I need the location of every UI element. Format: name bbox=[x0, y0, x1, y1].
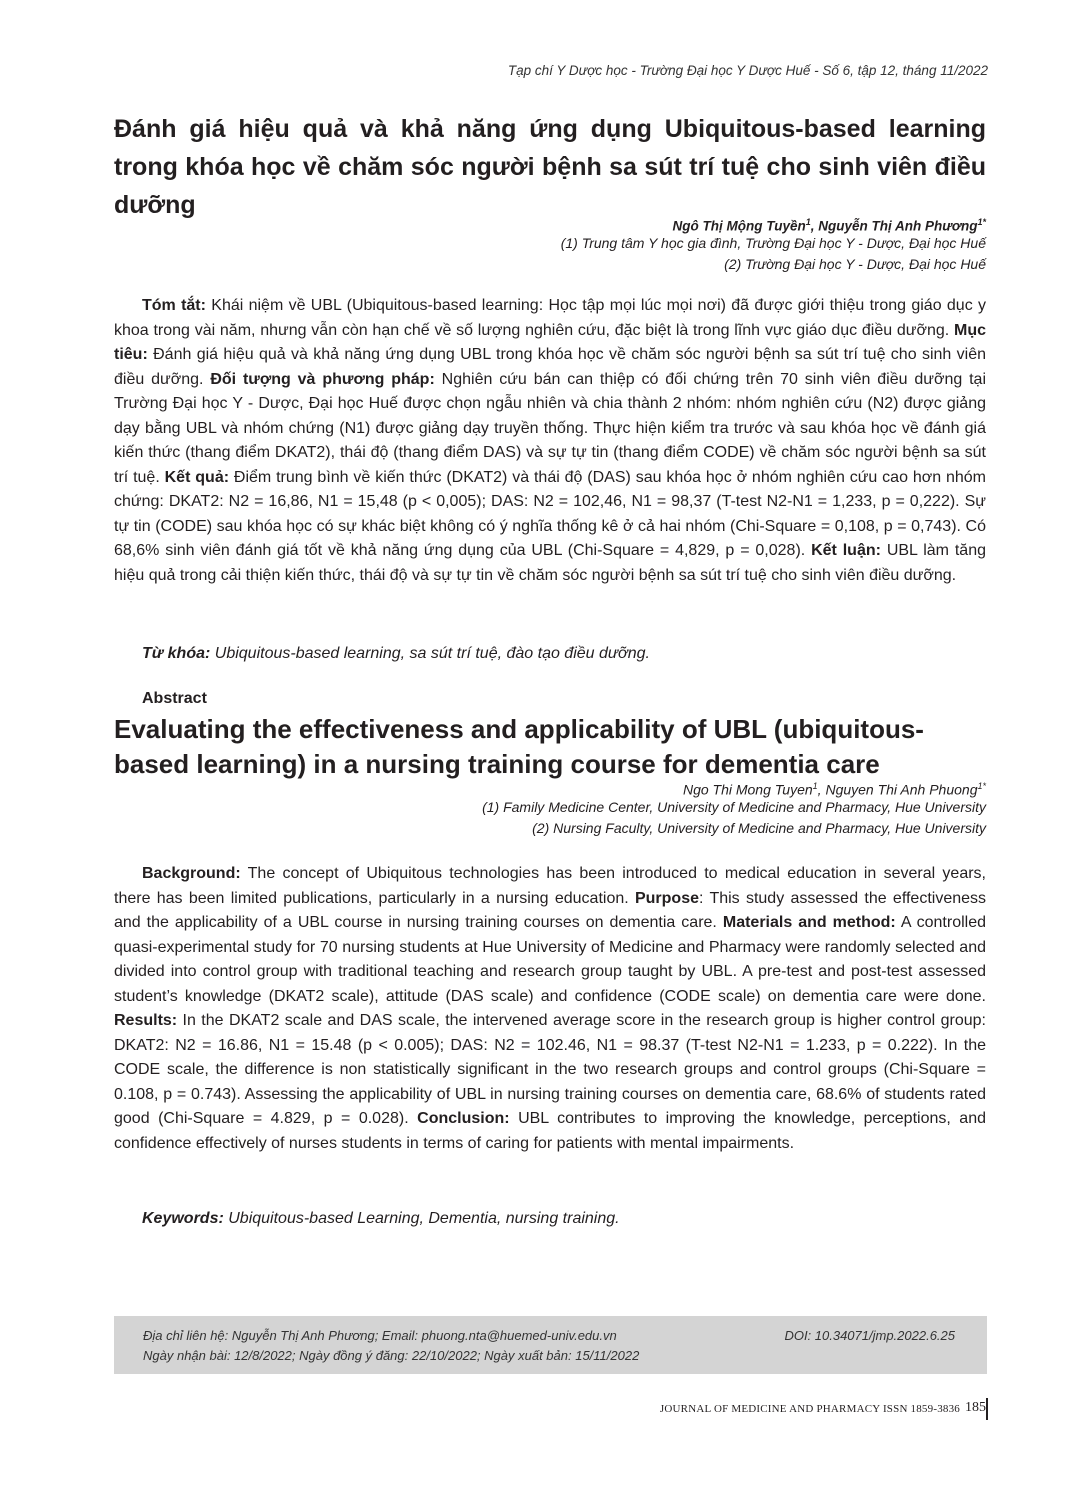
english-abstract bbox=[114, 862, 986, 1156]
keywords-text: Ubiquitous-based Learning, Dementia, nursing training. bbox=[223, 1210, 620, 1227]
objective-label: Mục tiêu: bbox=[114, 321, 986, 363]
correspondence-box bbox=[114, 1316, 987, 1374]
methods-label: Đối tượng và phương pháp: bbox=[210, 370, 435, 388]
objective-text: Đánh giá hiệu quả và khả năng ứng dụng UBL trong khóa học về chăm sóc người bệnh sa sút trí tuệ cho sinh viên điều dưỡng. bbox=[114, 346, 986, 388]
english-affiliation-2: (2) Nursing Faculty, University of Medicine and Pharmacy, Hue University bbox=[532, 820, 986, 836]
abstract-label: Tóm tắt: bbox=[142, 297, 206, 314]
author-1: Ngo Thi Mong Tuyen bbox=[682, 781, 813, 798]
contact-line: Địa chỉ liên hệ: Nguyễn Thị Anh Phương; Email: phuong.nta@huemed-univ.edu.vn bbox=[143, 1328, 617, 1343]
page-number-bar bbox=[986, 1398, 988, 1420]
methods-label: Materials and method: bbox=[722, 914, 896, 931]
vietnamese-affiliation-2: (2) Trường Đại học Y - Dược, Đại học Huế bbox=[724, 256, 986, 272]
running-head: Tạp chí Y Dược học - Trường Đại học Y Dược Huế - Số 6, tập 12, tháng 11/2022 bbox=[507, 63, 988, 78]
results-label: Results: bbox=[114, 1012, 178, 1029]
journal-footer: JOURNAL OF MEDICINE AND PHARMACY ISSN 1859-3836 bbox=[659, 1403, 960, 1415]
dates-line: Ngày nhận bài: 12/8/2022; Ngày đồng ý đăng: 22/10/2022; Ngày xuất bản: 15/11/2022 bbox=[143, 1348, 640, 1363]
results-label: Kết quả: bbox=[164, 468, 230, 486]
background-text: The concept of Ubiquitous technologies has been introduced to medical education in several years, there has been limited publications, particularly in a nursing education. bbox=[114, 865, 986, 907]
methods-text: A controlled quasi-experimental study for 70 nursing students at Hue University of Medicine and Pharmacy were randomly selected and divided into control group with traditional teaching and research group taught by UBL. A pre-test and post-test assessed student’s knowledge (DKAT2 scale), attitude (DAS scale) and confidence (CODE scale) on dementia care were done. bbox=[114, 914, 987, 1005]
author-1-affiliation-mark: 1 bbox=[805, 217, 811, 227]
english-keywords bbox=[142, 1210, 620, 1228]
english-title: Evaluating the effectiveness and applicability of UBL (ubiquitous-based learning) in a nursing training course for dementia care bbox=[114, 714, 924, 779]
purpose-label: Purpose bbox=[634, 889, 699, 907]
results-text: Điểm trung bình về kiến thức (DKAT2) và thái độ (DAS) sau khóa học ở nhóm nghiên cứu cao hơn nhóm chứng: DKAT2: N2 = 16,86, N1 = 15,48 (p < 0,005); DAS: N2 = 102,46, N1 = 98,37 (T-test N2-N1 = 1,233, p = 0,222). Sự tự tin (CODE) sau khóa học có sự khác biệt không có ý nghĩa thống kê ở cả hai nhóm (Chi-Square = 0,108, p = 0,743). Có 68,6% sinh viên đánh giá tốt về khả năng ứng dụng của UBL (Chi-Square = 4,829, p = 0,028). bbox=[114, 468, 986, 559]
vietnamese-affiliation-1: (1) Trung tâm Y học gia đình, Trường Đại học Y - Dược, Đại học Huế bbox=[560, 235, 986, 251]
author-2: Nguyen Thi Anh Phuong bbox=[825, 781, 978, 798]
author-separator: , bbox=[810, 218, 819, 234]
keywords-label: Từ khóa: bbox=[142, 645, 211, 662]
author-2-affiliation-mark: 1* bbox=[977, 781, 986, 791]
keywords-label: Keywords: bbox=[142, 1210, 224, 1227]
abstract-heading: Abstract bbox=[142, 690, 207, 707]
purpose-text: : This study assessed the effectiveness and the applicability of a UBL course in nursing training courses on dementia care. bbox=[114, 889, 987, 931]
vietnamese-keywords bbox=[142, 645, 650, 663]
methods-text: Nghiên cứu bán can thiệp có đối chứng trên 70 sinh viên điều dưỡng tại Trường Đại học Y - Dược, Đại học Huế được chọn ngẫu nhiên và chia thành 2 nhóm: nhóm nghiên cứu (N2) được giảng dạy bằng UBL và nhóm chứng (N1) được giảng dạy truyền thống. Thực hiện kiểm tra trước và sau khóa học về đánh giá kiến thức (thang điểm DKAT2), thái độ (thang điểm DAS) và sự tự tin (thang điểm CODE) về chăm sóc người bệnh sa sút trí tuệ. bbox=[114, 370, 987, 486]
author-separator: , bbox=[817, 781, 826, 798]
results-text: In the DKAT2 scale and DAS scale, the intervened average score in the research group is higher control group: DKAT2: N2 = 16.86, N1 = 15.48 (p < 0.005); DAS: N2 = 102.46, N1 = 98.37 (T-test N2-N1 = 1.233, p = 0.222). In the CODE scale, the difference is non statistically significant in the two research groups and control groups (Chi-Square = 0.108, p = 0.743). Assessing the applicability of UBL in nursing training courses on dementia care, 68.6% of students rated good (Chi-Square = 4.829, p = 0.028). bbox=[114, 1012, 986, 1127]
conclusion-text: UBL làm tăng hiệu quả trong cải thiện kiến thức, thái độ và sự tự tin về chăm sóc người bệnh sa sút trí tuệ cho sinh viên điều dưỡng. bbox=[114, 542, 986, 584]
author-2-affiliation-mark: 1* bbox=[977, 217, 986, 227]
conclusion-text: UBL contributes to improving the knowledge, perceptions, and confidence effectively of nurses students in terms of caring for patients with mental impairments. bbox=[114, 1110, 987, 1152]
vietnamese-title: Đánh giá hiệu quả và khả năng ứng dụng Ubiquitous-based learning trong khóa học về chăm sóc người bệnh sa sút trí tuệ cho sinh viên điều dưỡng bbox=[114, 115, 986, 219]
abstract-text: Khái niệm về UBL (Ubiquitous-based learning: Học tập mọi lúc mọi nơi) đã được giới thiệu trong giáo dục y khoa trong vài năm, nhưng vẫn còn hạn chế về số lượng nghiên cứu, đặc biệt là trong lĩnh vực giáo dục điều dưỡng. bbox=[114, 297, 987, 339]
page-number: 185 bbox=[965, 1400, 986, 1415]
vietnamese-abstract bbox=[114, 294, 986, 588]
english-affiliation-1: (1) Family Medicine Center, University of Medicine and Pharmacy, Hue University bbox=[482, 799, 986, 815]
author-2: Nguyễn Thị Anh Phương bbox=[818, 218, 978, 234]
conclusion-label: Kết luận: bbox=[811, 542, 881, 559]
author-1: Ngô Thị Mộng Tuyền bbox=[672, 218, 806, 234]
background-label: Background: bbox=[142, 865, 241, 882]
keywords-text: Ubiquitous-based learning, sa sút trí tuệ, đào tạo điều dưỡng. bbox=[210, 645, 650, 662]
author-1-affiliation-mark: 1 bbox=[812, 781, 818, 791]
doi: DOI: 10.34071/jmp.2022.6.25 bbox=[784, 1328, 955, 1343]
conclusion-label: Conclusion: bbox=[417, 1110, 510, 1127]
